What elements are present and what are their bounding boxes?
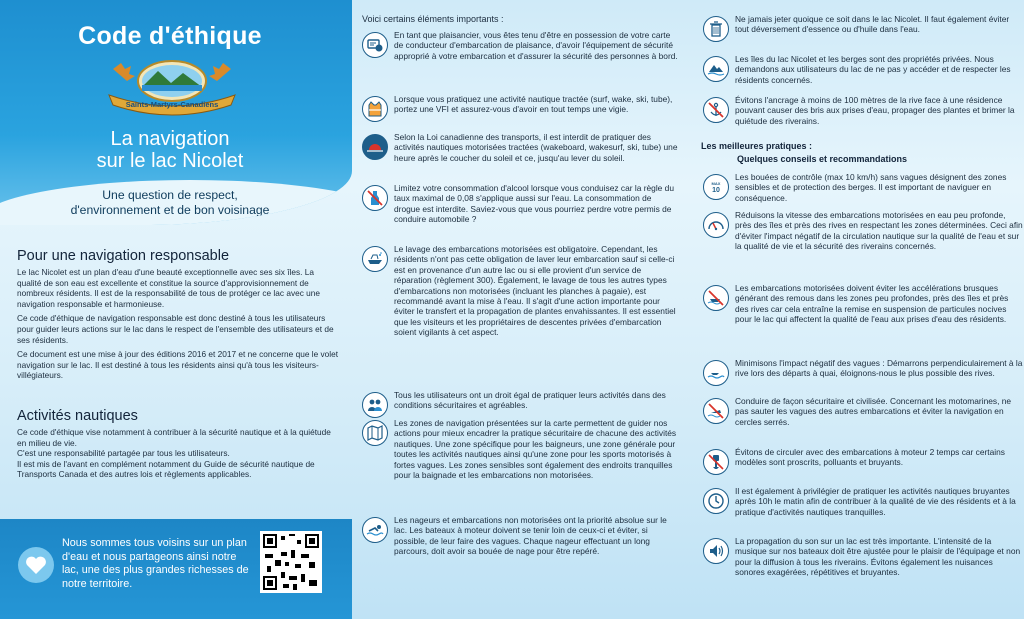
paragraph: C'est une responsabilité partagée par tous les utilisateurs. <box>17 448 230 459</box>
svg-text:10: 10 <box>712 187 720 194</box>
intro-text: Voici certains éléments importants : <box>362 14 504 24</box>
wave-icon <box>703 360 729 386</box>
list-item <box>356 132 678 163</box>
cover-banner <box>0 0 352 225</box>
list-item <box>697 14 1024 35</box>
item-text: Limitez votre consommation d'alcool lorsque vous conduisez car la règle du taux maximal de 0,08 s'applique aussi sur l'eau. La consommation de drogue est interdite. Saviez-vous que vous pourriez perdre votre permis de conduire automobile ? <box>394 183 674 225</box>
item-text: Les zones de navigation présentées sur la carte permettent de guider nos actions pour mieux encadrer la pratique sécuritaire de chacune des activités nautiques. Une zone spécifique pour les baigneurs, une zone générale pour toutes les activités nautiques ainsi qu'une zone pour les sports motorisés à fortes vagues. Les zones sensibles sont également des endroits tranquilles pour la baignade et les embarcations non motorisées. <box>394 418 677 481</box>
list-item <box>697 447 1024 468</box>
item-text: Évitons de circuler avec des embarcations à moteur 2 temps car certains modèles sont proscrits, polluants et bruyants. <box>735 447 1005 468</box>
item-text: Réduisons la vitesse des embarcations motorisées en eau peu profonde, près des îles et près des rives en respectant les zones déterminées. Ceci afin d'éviter l'impact négatif de la circulation nautique sur la qualité de l'eau et sur la qualité de vie et la sécurité des riverains concernés. <box>735 210 1023 252</box>
list-item <box>356 94 678 115</box>
motor-icon <box>703 449 729 475</box>
speedometer-icon <box>703 212 729 238</box>
subtitle <box>0 188 340 217</box>
list-item <box>356 418 678 480</box>
item-text: Les îles du lac Nicolet et les berges sont des propriétés privées. Nous demandons aux utilisateurs du lac de ne pas y accéder et de respecter les résidents concernés. <box>735 54 1011 85</box>
paragraph: Ce code d'éthique vise notamment à contribuer à la sécurité nautique et à la quiétude en milieu de vie. <box>17 427 331 448</box>
section-title: Pour une navigation responsable <box>17 248 230 264</box>
no-alcohol-icon <box>362 185 388 211</box>
no-jetski-jump-icon <box>703 398 729 424</box>
life-vest-icon <box>362 96 388 122</box>
municipality-logo <box>103 55 241 117</box>
list-item <box>697 396 1024 427</box>
speaker-icon <box>703 538 729 564</box>
footer-banner <box>0 519 352 619</box>
paragraph: Il est mis de l'avant en complément notamment du Guide de sécurité nautique de Transports Canada et des autres lois et règlements applicables. <box>17 458 315 480</box>
list-item <box>697 95 1024 126</box>
no-acceleration-icon <box>703 285 729 311</box>
boat-wash-icon <box>362 246 388 272</box>
list-item <box>697 54 1024 85</box>
swimmer-icon <box>362 517 388 543</box>
island-icon <box>703 56 729 82</box>
item-text: La propagation du son sur un lac est très importante. L'intensité de la musique sur nos bateaux doit être ajustée pour le plaisir de l'équipage et non pour la diffusion à tous les riverains. Évitons également les nuisances sonores exagérées, répétitives et bruyantes. <box>735 536 1021 578</box>
list-item <box>356 30 678 61</box>
list-item <box>356 244 678 338</box>
paragraph: Ce code d'éthique de navigation responsable est donc destiné à tous les utilisateurs pour guider leurs actions sur le lac dans le respect de l'ensemble des utilisateurs et de ses résidents. <box>17 313 334 345</box>
item-text: Le lavage des embarcations motorisées est obligatoire. Cependant, les résidents n'ont pas cette obligation de laver leur embarcation sauf si celle-ci est en provenance d'un autre lac ou si elle provient d'un service de réparation (règlement 300). Également, le lavage de tous les autres types d'embarcations non motorisées (incluant les planches à pagaie), est recommandé avant la mise à l'eau. Il s'agit d'une action importante pour éviter le transfert et la propagation de plantes envahissantes. Il est essentiel que les visiteurs et les propriétaires de descentes privées d'embarcation soient vigilants à cet aspect. <box>394 244 676 338</box>
item-text: Les embarcations motorisées doivent éviter les accélérations brusques générant des remous dans les zones peu profondes, près des îles et près des rives car cela entraîne la remise en suspension de particules nocives pour le lac qui affectent la qualité de l'eau aux prises d'eau des résidents. <box>735 283 1009 325</box>
list-item <box>697 210 1024 252</box>
heading-line-2: sur le lac Nicolet <box>96 150 244 172</box>
list-item <box>697 358 1024 379</box>
list-item <box>697 486 1024 517</box>
item-text: Il est également à privilégier de pratiquer les activités nautiques bruyantes après 10h le matin afin de contribuer à la qualité de vie des résidents et à la pratique d'activités nautiques tranquilles. <box>735 486 1016 517</box>
section-nautical-activities <box>17 408 339 484</box>
sunset-icon <box>362 134 388 160</box>
list-item <box>697 172 1024 203</box>
map-zone-icon <box>362 420 388 446</box>
footer-text: Nous sommes tous voisins sur un plan d'eau et nous partageons ainsi notre lac, une des plus grandes richesses de notre territoire. <box>62 537 249 590</box>
boat-license-icon <box>362 32 388 58</box>
best-practices-title: Les meilleures pratiques : <box>701 141 813 151</box>
item-text: Conduire de façon sécuritaire et civilisée. Concernant les motomarines, ne pas sauter les vagues des autres embarcations et éviter la navigation en cercles serrés. <box>735 396 1012 427</box>
best-practices-subtitle: Quelques conseils et recommandations <box>737 154 908 164</box>
list-item <box>356 390 678 411</box>
item-text: Évitons l'ancrage à moins de 100 mètres de la rive face à une résidence pouvant causer des bris aux prises d'eau, propager des plantes et brimer la quiétude des riverains. <box>735 95 1015 126</box>
item-text: Minimisons l'impact négatif des vagues : Démarrons perpendiculairement à la rive lors des départs à quai, éloignons-nous le plus possible des rives. <box>735 358 1023 379</box>
speed-limit-icon <box>703 174 729 200</box>
page-title: Code d'éthique <box>78 22 262 50</box>
item-text: En tant que plaisancier, vous êtes tenu d'être en possession de votre carte de conducteur d'embarcation de plaisance, d'avoir l'équipement de sécurité approprié à votre embarcation et d'assurer la sécurité des personnes à bord. <box>394 30 678 61</box>
item-text: Les nageurs et embarcations non motorisées ont la priorité absolue sur le lac. Les bateaux à moteur doivent se tenir loin de ceux-ci et éviter, si possible, de leur faire des vagues. Chaque nageur effectuant un long parcours, doit avoir sa bouée de nage pour être repéré. <box>394 515 667 557</box>
subtitle-line-2: d'environnement et de bon voisinage <box>70 202 270 217</box>
subtitle-line-1: Une question de respect, <box>102 188 238 202</box>
qr-code[interactable] <box>260 531 322 593</box>
middle-panel <box>356 0 678 619</box>
section-title: Activités nautiques <box>17 408 138 424</box>
list-item <box>356 515 678 557</box>
logo-lettering: Saints-Martyrs-Canadiens <box>125 100 219 109</box>
list-item <box>697 283 1024 325</box>
no-anchor-icon <box>703 97 729 123</box>
group-icon <box>362 392 388 418</box>
list-item <box>697 536 1024 578</box>
list-item <box>356 183 678 225</box>
svg-text:MAX: MAX <box>711 181 721 186</box>
heading-line-1: La navigation <box>110 128 230 150</box>
paragraph: Le lac Nicolet est un plan d'eau d'une beauté exceptionnelle avec ses six îles. La qualité de son eau est excellente et constitue la source d'approvisionnement de nombreux résidents. Il est de la responsabilité de tous de protéger ce lac avec une navigation responsable et harmonieuse. <box>17 267 321 309</box>
left-panel <box>0 0 352 619</box>
item-text: Ne jamais jeter quoique ce soit dans le lac Nicolet. Il faut également éviter tout déversement d'essence ou d'huile dans l'eau. <box>735 14 1010 35</box>
heart-icon <box>18 547 54 583</box>
item-text: Lorsque vous pratiquez une activité nautique tractée (surf, wake, ski, tube), portez une VFI et assurez-vous d'avoir en tout temps une vigie. <box>394 94 673 115</box>
section-responsible-navigation <box>17 248 339 385</box>
clock-icon <box>703 488 729 514</box>
item-text: Tous les utilisateurs ont un droit égal de pratiquer leurs activités dans des conditions sécuritaires et agréables. <box>394 390 666 411</box>
trash-icon <box>703 16 729 42</box>
right-panel <box>697 0 1024 619</box>
item-text: Selon la Loi canadienne des transports, il est interdit de pratiquer des activités nautiques motorisées tractées (wakeboard, wakesurf, ski, tube) une heure après le coucher du soleil et ce, jusqu'au lever du soleil. <box>394 132 678 163</box>
item-text: Les bouées de contrôle (max 10 km/h) sans vagues désignent des zones sensibles et de protection des berges. Il est important de naviguer en conséquence. <box>735 172 1007 203</box>
paragraph: Ce document est une mise à jour des éditions 2016 et 2017 et ne concerne que le volet navigation sur le lac. Il est destiné à tous les résidents ainsi qu'à tous les visiteurs-villégiateurs. <box>17 349 339 381</box>
